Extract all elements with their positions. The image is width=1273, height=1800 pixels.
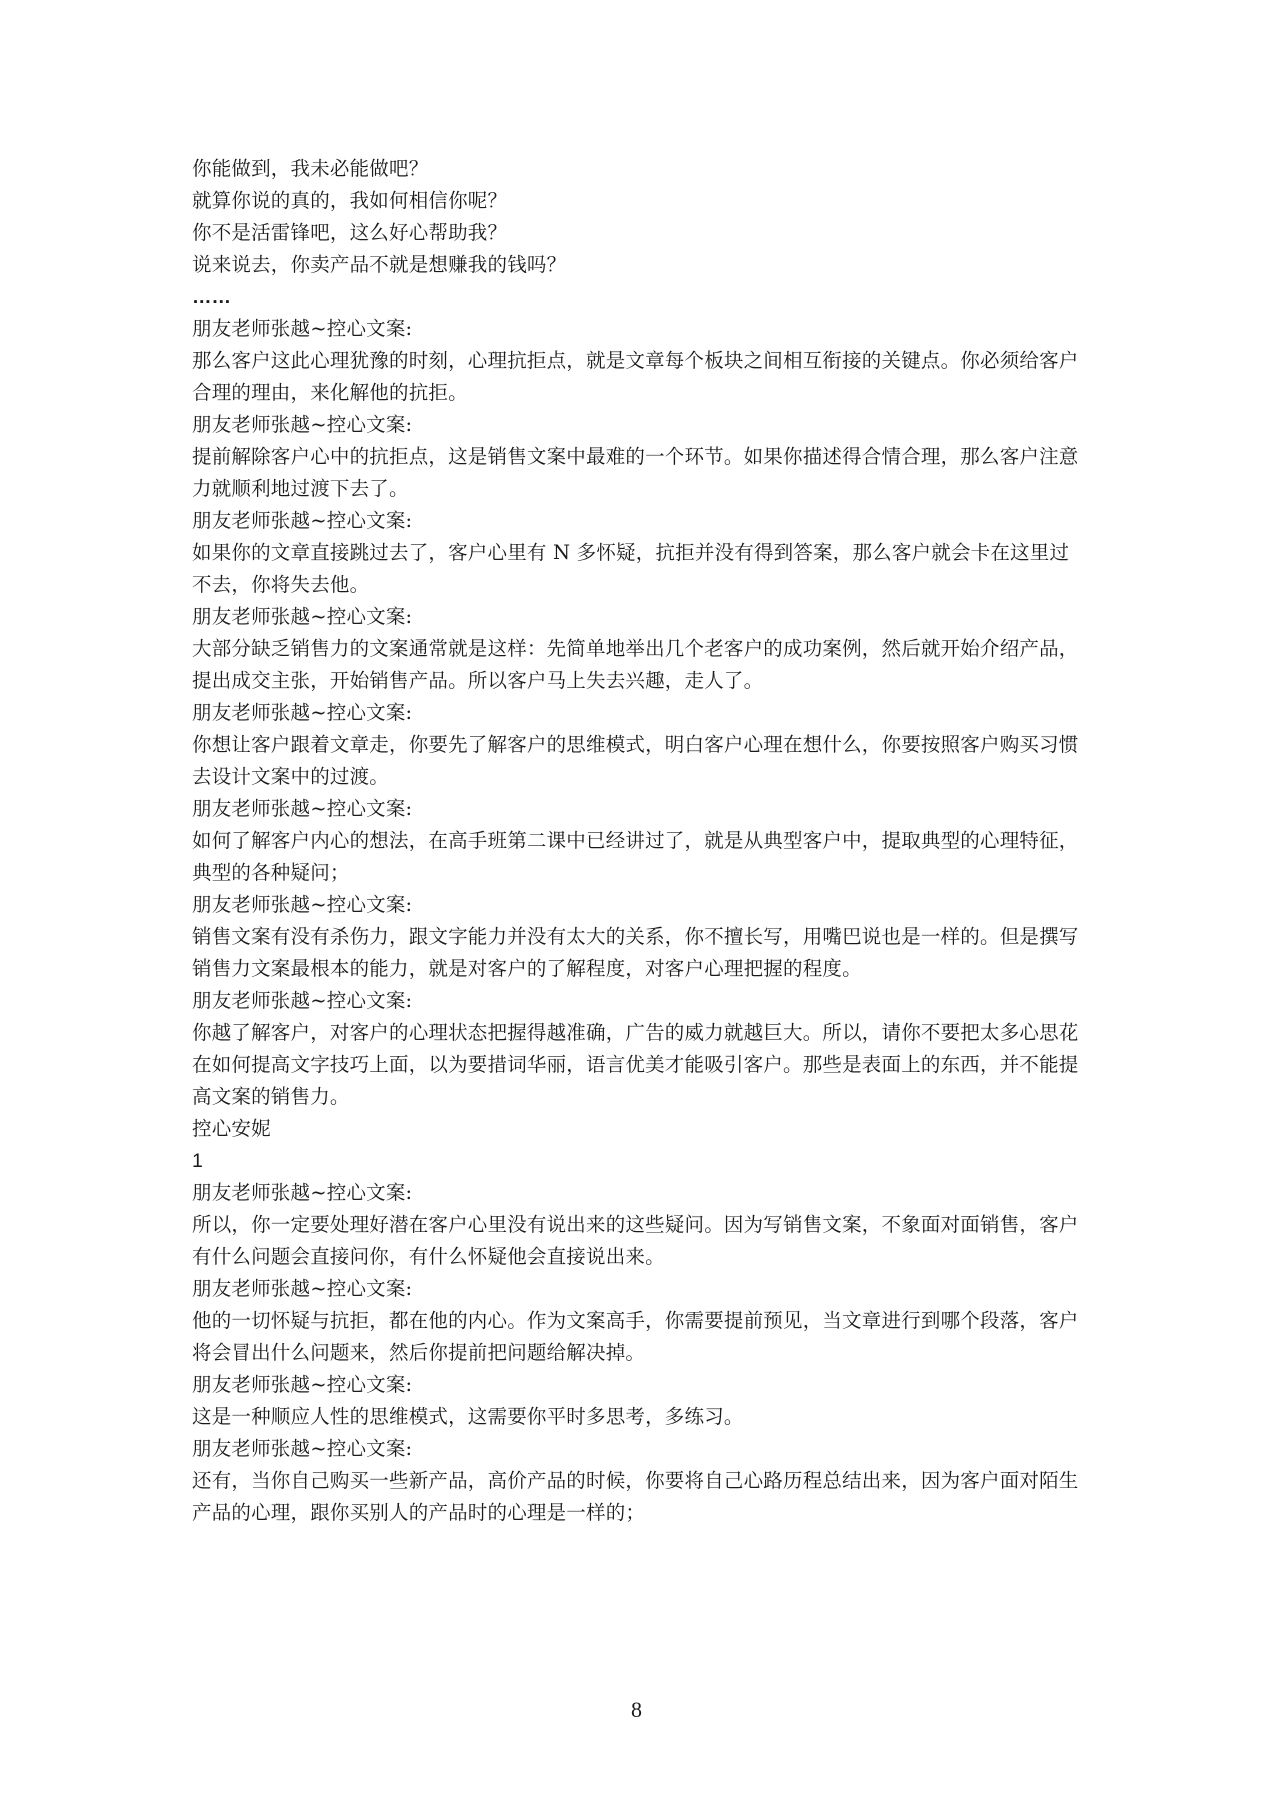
speaker-label: 朋友老师张越~控心文案:: [192, 509, 413, 532]
ellipsis-line: ……: [192, 286, 231, 308]
text-line: 你不是活雷锋吧，这么好心帮助我？: [192, 221, 508, 244]
page-body: [192, 153, 1087, 1529]
speaker-label: 朋友老师张越~控心文案:: [192, 1373, 413, 1396]
speaker-label: 朋友老师张越~控心文案:: [192, 893, 413, 916]
page-number: 8: [631, 1697, 642, 1722]
message-paragraph: 销售文案有没有杀伤力，跟文字能力并没有太大的关系，你不擅长写，用嘴巴说也是一样的。但是撰写销售力文案最根本的能力，就是对客户的了解程度，对客户心理把握的程度。: [192, 925, 1079, 980]
message-paragraph: 你想让客户跟着文章走，你要先了解客户的思维模式，明白客户心理在想什么，你要按照客户购买习惯去设计文案中的过渡。: [192, 733, 1079, 788]
speaker-label: 朋友老师张越~控心文案:: [192, 701, 413, 724]
speaker-label: 朋友老师张越~控心文案:: [192, 1277, 413, 1300]
message-paragraph: 还有，当你自己购买一些新产品，高价产品的时候，你要将自己心路历程总结出来，因为客户面对陌生产品的心理，跟你买别人的产品时的心理是一样的；: [192, 1469, 1079, 1524]
speaker-label: 朋友老师张越~控心文案:: [192, 317, 413, 340]
message-paragraph: 所以，你一定要处理好潜在客户心里没有说出来的这些疑问。因为写销售文案，不象面对面销售，客户有什么问题会直接问你，有什么怀疑他会直接说出来。: [192, 1213, 1079, 1268]
text-line: 你能做到，我未必能做吧？: [192, 157, 429, 180]
message-paragraph: 大部分缺乏销售力的文案通常就是这样：先简单地举出几个老客户的成功案例，然后就开始介绍产品，提出成交主张，开始销售产品。所以客户马上失去兴趣，走人了。: [192, 637, 1079, 692]
message-paragraph: 那么客户这此心理犹豫的时刻，心理抗拒点，就是文章每个板块之间相互衔接的关键点。你必须给客户合理的理由，来化解他的抗拒。: [192, 349, 1079, 404]
speaker-label: 朋友老师张越~控心文案:: [192, 605, 413, 628]
speaker-label: 朋友老师张越~控心文案:: [192, 797, 413, 820]
message-paragraph: 这是一种顺应人性的思维模式，这需要你平时多思考，多练习。: [192, 1405, 744, 1428]
message-paragraph: 他的一切怀疑与抗拒，都在他的内心。作为文案高手，你需要提前预见，当文章进行到哪个段落，客户将会冒出什么问题来，然后你提前把问题给解决掉。: [192, 1309, 1079, 1364]
message-paragraph: 你越了解客户，对客户的心理状态把握得越准确，广告的威力就越巨大。所以，请你不要把太多心思花在如何提高文字技巧上面，以为要措词华丽，语言优美才能吸引客户。那些是表面上的东西，并不能提高文案的销售力。: [192, 1021, 1079, 1108]
message-paragraph: 提前解除客户心中的抗拒点，这是销售文案中最难的一个环节。如果你描述得合情合理，那么客户注意力就顺利地过渡下去了。: [192, 445, 1079, 500]
text-line: 说来说去，你卖产品不就是想赚我的钱吗？: [192, 253, 567, 276]
speaker-label: 朋友老师张越~控心文案:: [192, 1437, 413, 1460]
speaker-label: 朋友老师张越~控心文案:: [192, 413, 413, 436]
speaker-label: 朋友老师张越~控心文案:: [192, 989, 413, 1012]
speaker-label: 控心安妮: [192, 1117, 271, 1140]
message-paragraph: 如果你的文章直接跳过去了，客户心里有 N 多怀疑，抗拒并没有得到答案，那么客户就会卡在这里过不去，你将失去他。: [192, 541, 1070, 596]
message-number: 1: [192, 1150, 204, 1172]
message-paragraph: 如何了解客户内心的想法，在高手班第二课中已经讲过了，就是从典型客户中，提取典型的心理特征，典型的各种疑问；: [192, 829, 1079, 884]
speaker-label: 朋友老师张越~控心文案:: [192, 1181, 413, 1204]
text-line: 就算你说的真的，我如何相信你呢？: [192, 189, 508, 212]
